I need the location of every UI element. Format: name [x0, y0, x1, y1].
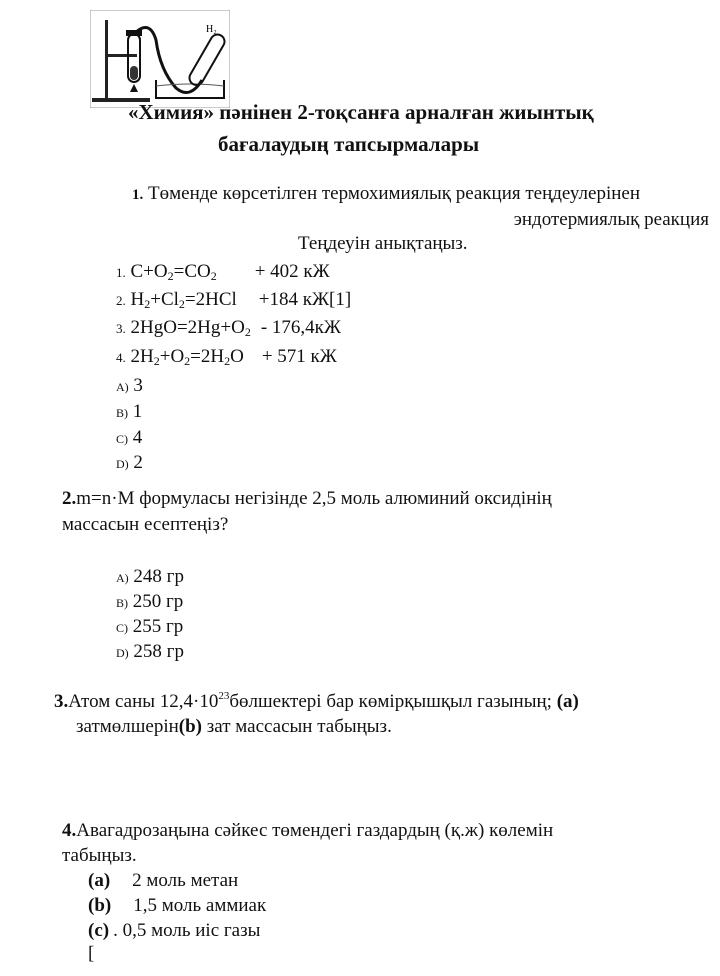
q4-text-line1: 4.Авагадрозаңына сәйкес төмендегі газдардың (қ.ж) көлемін [62, 820, 554, 841]
q1-text-line2: эндотермиялық реакция [513, 209, 709, 230]
q1-number: 1. [132, 187, 144, 203]
q2-text-line2: массасын есептеңіз? [62, 514, 229, 535]
q1-text-line1: 1. Төменде көрсетілген термохимиялық реакция теңдеулерінен [132, 183, 641, 204]
page-title-line2: бағалаудың тапсырмалары [218, 132, 480, 156]
q2-option-c: C) 255 гр [116, 616, 184, 637]
q4-item-c: (c) . 0,5 моль иіс газы [88, 920, 261, 941]
q2-number: 2. [62, 488, 77, 509]
q2-option-b: B) 250 гр [116, 591, 184, 612]
q4-text-line2: табыңыз. [62, 845, 137, 866]
q3-number: 3. [54, 691, 69, 712]
q4-item-b: (b) 1,5 моль аммиак [88, 895, 267, 916]
q3-text-line2: затмөлшерін(b) зат массасын табыңыз. [76, 716, 392, 737]
q4-number: 4. [62, 820, 77, 841]
q1-equation-2: 2. $H_2+Cl_2=2HCl +184$ кЖ[1] [116, 289, 352, 311]
q1-text-line3: Теңдеуін анықтаңыз. [298, 233, 468, 254]
q1-option-a: A) 3 [116, 375, 143, 396]
q1-equation-1: 1. $C+O_2=CO_2 + 402$ кЖ [116, 261, 330, 283]
q1-option-c: C) 4 [116, 427, 143, 448]
lab-apparatus-figure [90, 10, 230, 108]
q1-equation-4: 4. $2H_2+O_2=2H_2O + 571$ кЖ [116, 346, 337, 368]
q4-bracket: [ [88, 943, 95, 964]
q2-text-line1: 2.m=n·M формуласы негізінде 2,5 моль алюминий оксидінің [62, 488, 552, 509]
page-title-line1: «Химия» пәнінен 2-тоқсанға арналған жиынтық [128, 100, 594, 124]
figure-gas-label: H₂ [206, 24, 217, 35]
q1-equation-3: 3. $2HgO=2Hg+O_2 - 176,4кЖ$ [116, 317, 341, 339]
q1-option-b: B) 1 [116, 401, 143, 422]
q2-option-a: A) 248 гр [116, 566, 184, 587]
q3-text-line1: 3.Атом саны $12,4\cdot 10^{23}бөлшектері$ бар көмірқышқыл газының; (a) [54, 690, 579, 712]
q1-option-d: D) 2 [116, 452, 143, 473]
q2-option-d: D) 258 гр [116, 641, 184, 662]
q4-item-a: (a) 2 моль метан [88, 870, 239, 891]
